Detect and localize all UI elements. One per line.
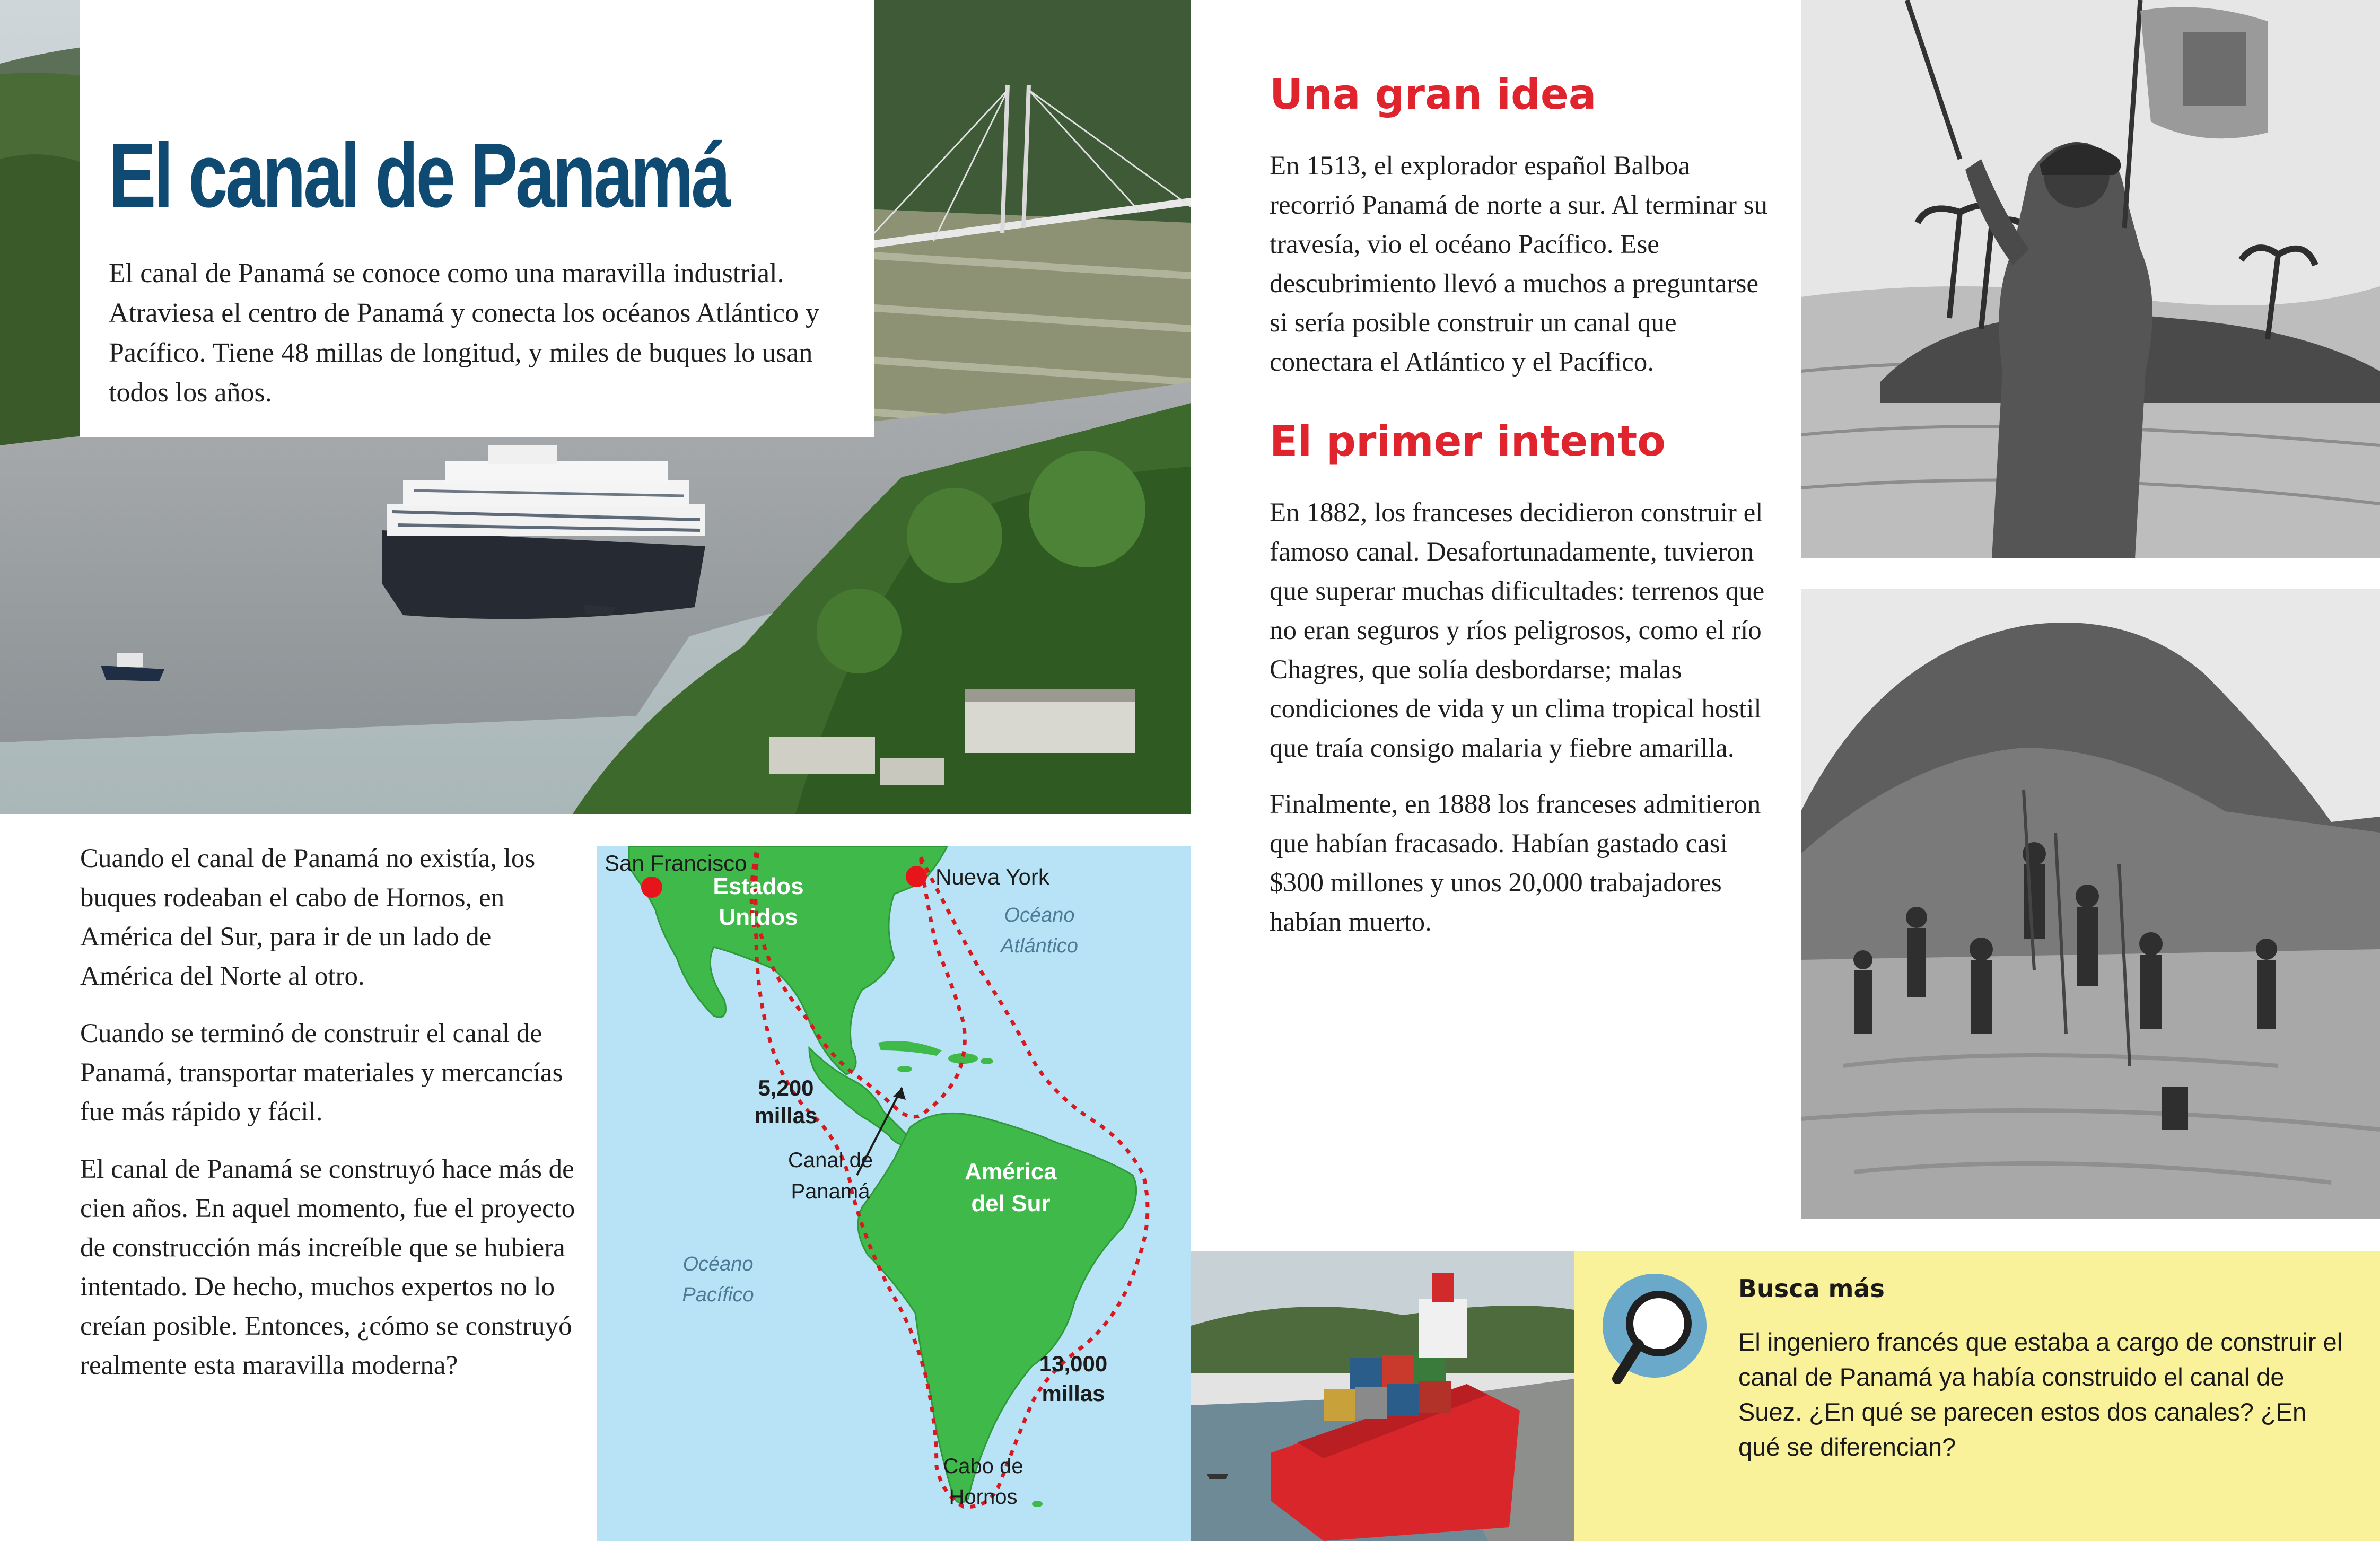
- label-unidos: Unidos: [719, 904, 798, 930]
- label-oceano-atl: Océano: [1004, 904, 1075, 926]
- magnifier-icon: [1596, 1273, 1713, 1400]
- label-canal-panama: Panamá: [791, 1180, 870, 1203]
- left-column: [80, 839, 579, 1403]
- busca-mas-title: Busca más: [1738, 1274, 1885, 1303]
- page-title: El canal de Panamá: [109, 125, 729, 226]
- busca-mas-text: El ingeniero francés que estaba a cargo de construir el canal de Panamá ya había construido el canal de Suez. ¿En qué se parecen estos dos canales? ¿En qué se diferencian?: [1738, 1328, 2343, 1461]
- paragraph-cape-horn: Cuando el canal de Panamá no existía, los buques rodeaban el cabo de Hornos, en América del Sur, para ir de un lado de América del Norte al otro.: [80, 844, 536, 991]
- balboa-engraving: [1801, 0, 2380, 558]
- paragraph-construction: El canal de Panamá se construyó hace más de cien años. En aquel momento, fue el proyecto de construcción más increíble que se hubiera intentado. De hecho, muchos expertos no lo creían posible. Entonces, ¿cómo se construyó realmente esta maravilla moderna?: [80, 1154, 575, 1380]
- label-del-sur: del Sur: [971, 1190, 1051, 1216]
- container-ship-photo: [1191, 1251, 1574, 1541]
- label-13000-unit: millas: [1042, 1381, 1105, 1406]
- paragraph-faster-transport: Cuando se terminó de construir el canal de Panamá, transportar materiales y mercancías fue más rápido y fácil.: [80, 1019, 563, 1127]
- label-pacifico: Pacífico: [682, 1284, 754, 1306]
- paragraph-balboa: En 1513, el explorador español Balboa recorrió Panamá de norte a sur. Al terminar su travesía, vio el océano Pacífico. Ese descubrimiento llevó a muchos a preguntarse si sería posible construir un canal que conectara el Atlántico y el Pacífico.: [1270, 151, 1768, 377]
- label-canal: Canal de: [788, 1149, 873, 1172]
- route-map: [597, 846, 1191, 1541]
- label-5200-unit: millas: [754, 1103, 818, 1128]
- label-estados: Estados: [713, 873, 804, 899]
- label-cabo: Cabo de: [943, 1455, 1023, 1478]
- san-francisco-marker: [641, 877, 662, 898]
- construction-workers-photo: [1801, 589, 2380, 1219]
- label-atlantico: Atlántico: [1001, 935, 1078, 957]
- label-america: América: [965, 1159, 1057, 1185]
- label-5200: 5,200: [758, 1075, 814, 1100]
- new-york-marker: [906, 866, 927, 887]
- label-13000: 13,000: [1039, 1351, 1108, 1376]
- intro-paragraph: El canal de Panamá se conoce como una maravilla industrial. Atraviesa el centro de Panamá y conecta los océanos Atlántico y Pacífico. Tiene 48 millas de longitud, y miles de buques lo usan todos los años.: [109, 258, 819, 408]
- heading-el-primer-intento: El primer intento: [1270, 418, 1666, 466]
- label-oceano-pac: Océano: [682, 1253, 754, 1275]
- label-nueva-york: Nueva York: [935, 864, 1049, 889]
- heading-una-gran-idea: Una gran idea: [1270, 71, 1597, 119]
- label-hornos: Hornos: [949, 1485, 1018, 1509]
- label-san-francisco: San Francisco: [605, 851, 747, 875]
- right-column: [1270, 71, 1768, 959]
- paragraph-french-difficulties: En 1882, los franceses decidieron construir el famoso canal. Desafortunadamente, tuvieron que superar muchas dificultades: terrenos que no eran seguros y ríos peligrosos, como el río Chagres, que solía desbordarse; malas condiciones de vida y un clima tropical hostil que traía consigo malaria y fiebre amarilla.: [1270, 498, 1765, 763]
- paragraph-french-failure: Finalmente, en 1888 los franceses admitieron que habían fracasado. Habían gastado casi $300 millones y unos 20,000 trabajadores habían muerto.: [1270, 790, 1761, 937]
